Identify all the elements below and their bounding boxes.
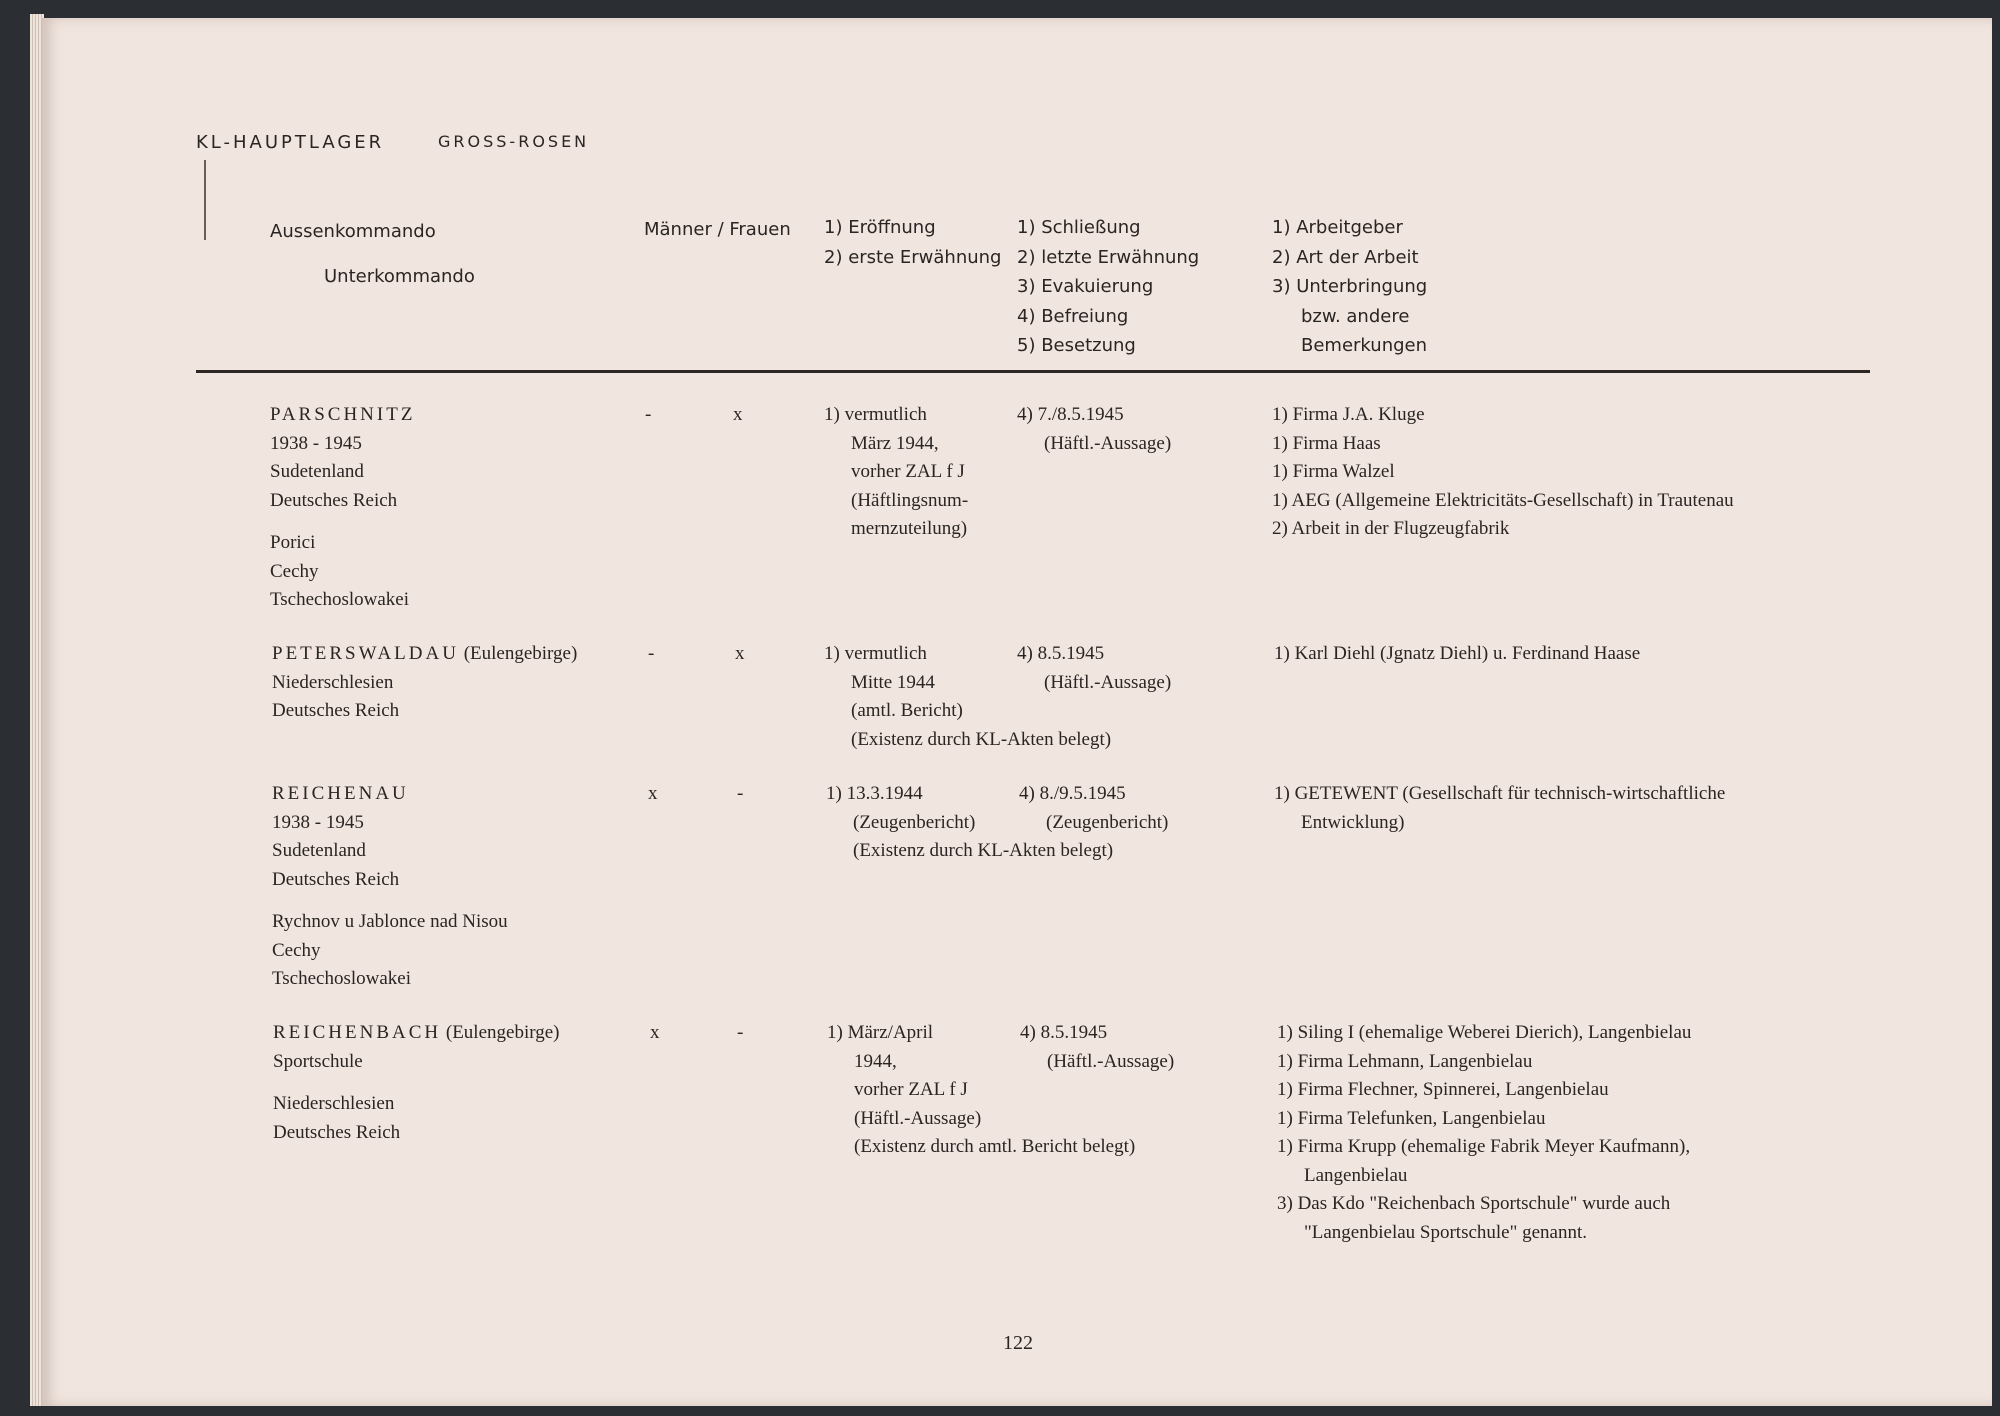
row-peterswaldau-name: PETERSWALDAU (Eulengebirge) Niederschlesien Deutsches Reich (272, 643, 578, 721)
row-parschnitz-name: PARSCHNITZ 1938 - 1945 Sudetenland Deutsches Reich Porici Cechy Tschechoslowakei (270, 404, 416, 610)
row-peterswaldau-frauen: x (735, 643, 745, 664)
col-maenner-frauen: Männer / Frauen (644, 219, 791, 240)
row-parschnitz-frauen: x (733, 404, 743, 425)
col-arbeitgeber: 1) Arbeitgeber 2) Art der Arbeit 3) Unterbringung bzw. andere Bemerkungen (1272, 217, 1428, 356)
page-title: KL-HAUPTLAGER (196, 132, 385, 153)
row-peterswaldau-schliessung: 4) 8.5.1945 (Häftl.-Aussage) (1017, 643, 1172, 693)
col-eroeffnung: 1) Eröffnung 2) erste Erwähnung (824, 217, 1002, 268)
row-reichenau-frauen: - (737, 783, 744, 804)
row-parschnitz-schliessung: 4) 7./8.5.1945 (Häftl.-Aussage) (1017, 404, 1172, 454)
row-reichenau-arbeitgeber: 1) GETEWENT (Gesellschaft für technisch-wirtschaftliche Entwicklung) (1274, 783, 1726, 833)
col-aussenkommando: Aussenkommando (270, 221, 436, 242)
row-peterswaldau-arbeitgeber: 1) Karl Diehl (Jgnatz Diehl) u. Ferdinand Haase (1274, 643, 1641, 664)
row-parschnitz-maenner: - (645, 404, 652, 425)
row-parschnitz-eroeffnung: 1) vermutlich März 1944, vorher ZAL f J (Häftlingsnum- mernzuteilung) (824, 404, 969, 539)
row-parschnitz-arbeitgeber: 1) Firma J.A. Kluge 1) Firma Haas 1) Firma Walzel 1) AEG (Allgemeine Elektricitäts-Gesellschaft) in Trautenau 2) Arbeit in der Flugzeugfabrik (1272, 404, 1734, 539)
row-reichenbach-eroeffnung: 1) März/April 1944, vorher ZAL f J (Häftl.-Aussage) (Existenz durch amtl. Bericht belegt) (827, 1022, 1136, 1157)
row-peterswaldau-maenner: - (648, 643, 655, 664)
col-schliessung: 1) Schließung 2) letzte Erwähnung 3) Evakuierung 4) Befreiung 5) Besetzung (1017, 217, 1200, 356)
row-reichenbach-arbeitgeber: 1) Siling I (ehemalige Weberei Dierich), Langenbielau 1) Firma Lehmann, Langenbielau 1) Firma Flechner, Spinnerei, Langenbielau 1) Firma Telefunken, Langenbielau 1) Firma Krupp (ehemalige Fabrik Meyer Kaufmann), Langenbielau 3) Das Kdo "Reichenbach Sportschule" wurde auch "Langenbielau Sportschule" genannt. (1277, 1022, 1692, 1243)
header-rule (196, 370, 1870, 373)
page-number: 122 (1003, 1332, 1033, 1354)
row-reichenau-schliessung: 4) 8./9.5.1945 (Zeugenbericht) (1019, 783, 1169, 833)
row-reichenbach-frauen: - (737, 1022, 744, 1043)
margin-mark (204, 160, 206, 240)
row-peterswaldau-eroeffnung: 1) vermutlich Mitte 1944 (amtl. Bericht) (Existenz durch KL-Akten belegt) (824, 643, 1112, 750)
row-reichenbach-name: REICHENBACH (Eulengebirge) Sportschule Niederschlesien Deutsches Reich (273, 1022, 560, 1143)
row-reichenbach-maenner: x (650, 1022, 660, 1043)
row-reichenau-name: REICHENAU 1938 - 1945 Sudetenland Deutsches Reich Rychnov u Jablonce nad Nisou Cechy Tschechoslowakei (272, 783, 508, 989)
page-subtitle: GROSS-ROSEN (438, 132, 590, 151)
row-reichenau-eroeffnung: 1) 13.3.1944 (Zeugenbericht) (Existenz durch KL-Akten belegt) (826, 783, 1114, 861)
row-reichenbach-schliessung: 4) 8.5.1945 (Häftl.-Aussage) (1020, 1022, 1175, 1072)
row-reichenau-maenner: x (648, 783, 658, 804)
col-unterkommando: Unterkommando (324, 266, 475, 287)
